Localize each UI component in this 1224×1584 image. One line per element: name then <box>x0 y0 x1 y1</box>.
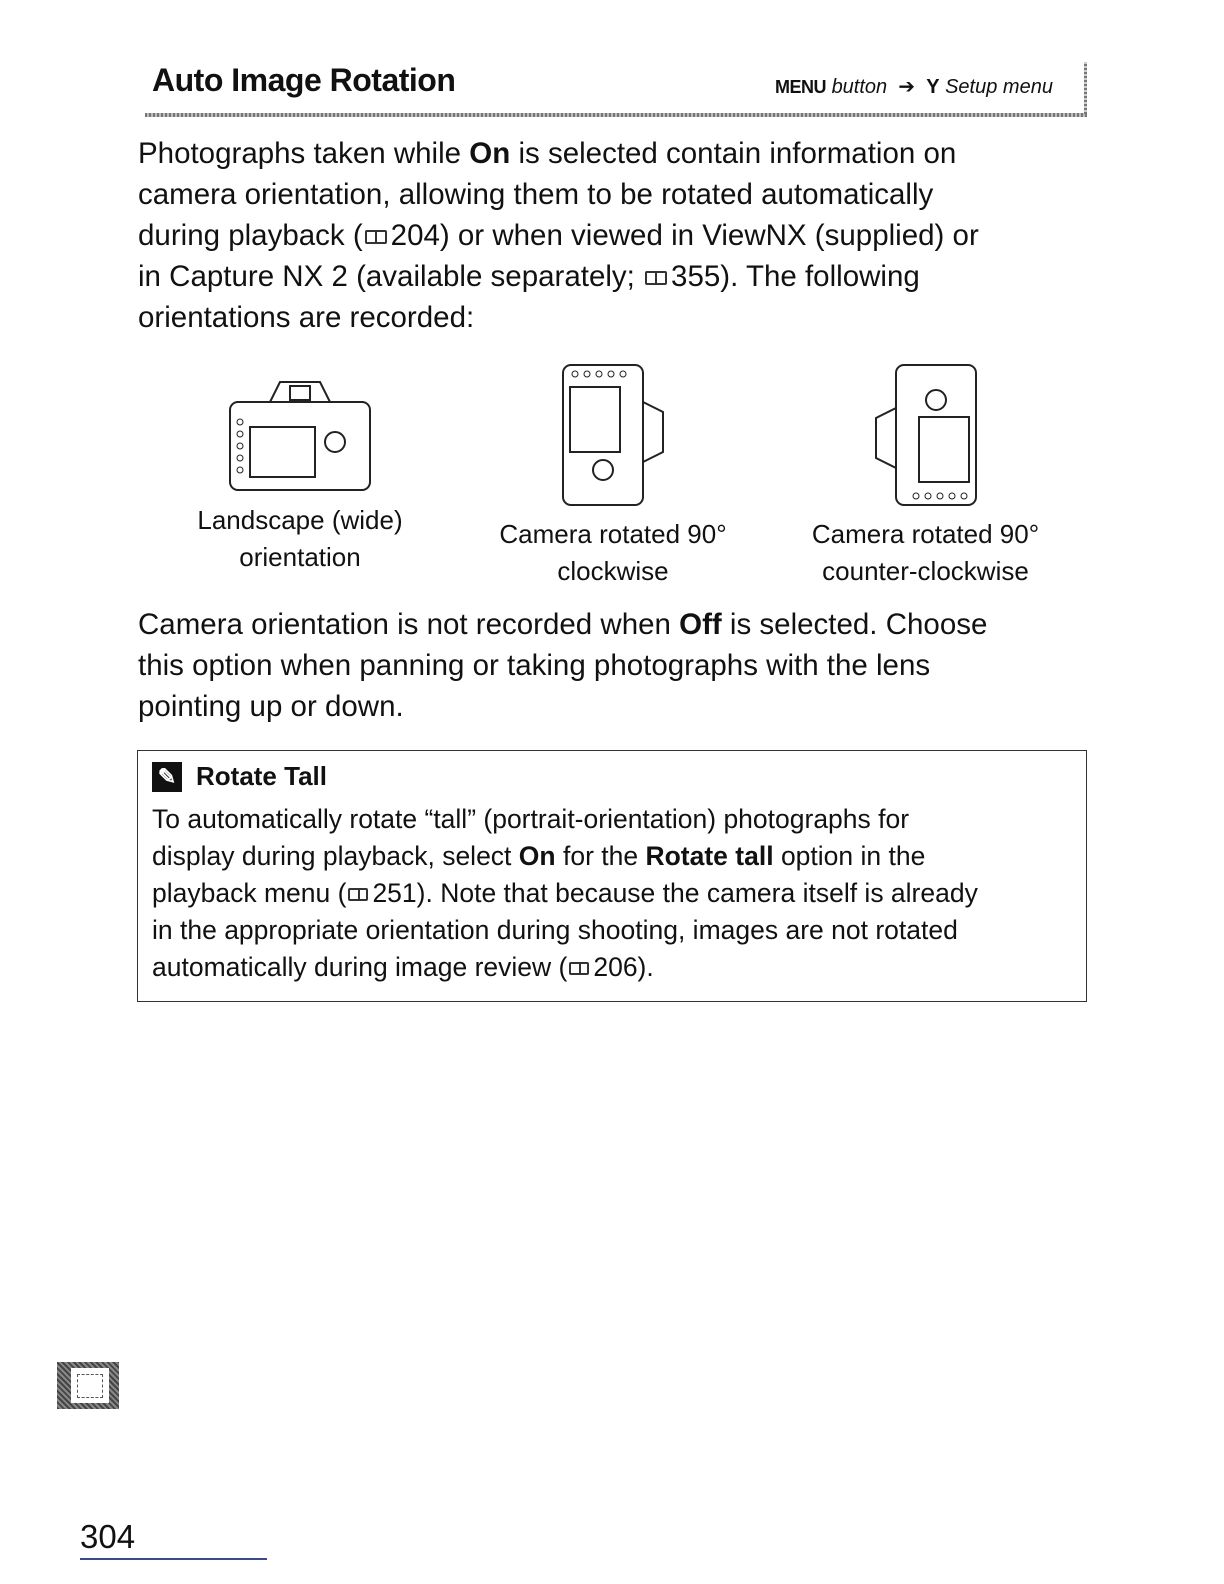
text-line <box>152 875 978 912</box>
page-number: 304 <box>80 1518 136 1555</box>
text-run: pointing up or down. <box>138 690 404 723</box>
text-line <box>138 297 979 338</box>
page-reference-book-icon <box>645 271 667 285</box>
camera-counter-clockwise-illustration <box>866 362 986 508</box>
off-paragraph <box>138 604 987 727</box>
bold-term: On <box>518 841 556 871</box>
text-run: Camera orientation is not recorded when <box>138 608 680 641</box>
text-run: during playback ( <box>138 219 363 252</box>
bold-term: Off <box>679 608 722 641</box>
text-run: 206). <box>593 952 654 982</box>
text-line <box>152 838 978 875</box>
figure-caption-line2: counter-clockwise <box>822 556 1029 586</box>
page-reference-book-icon <box>348 888 368 901</box>
breadcrumb-setup-menu: Setup menu <box>945 76 1053 98</box>
text-line <box>138 133 979 174</box>
text-line <box>138 604 987 645</box>
bold-term: On <box>469 137 511 170</box>
figure-caption-line2: orientation <box>239 542 361 572</box>
text-line <box>138 215 979 256</box>
text-run: camera orientation, allowing them to be rotated automatically <box>138 178 934 211</box>
text-run: for the <box>555 841 646 871</box>
figure-landscape <box>170 372 430 576</box>
text-run: in Capture NX 2 (available separately; <box>138 260 644 293</box>
note-body <box>152 801 978 986</box>
text-run: automatically during image review ( <box>152 952 568 982</box>
text-line <box>138 174 979 215</box>
text-run: Photographs taken while <box>138 137 470 170</box>
note-box <box>137 750 1087 1002</box>
intro-paragraph <box>138 133 979 338</box>
menu-button-label: MENU <box>775 77 826 97</box>
page-reference-book-icon <box>569 962 589 975</box>
page-number-underline <box>80 1558 267 1560</box>
text-line <box>138 686 987 727</box>
text-run: is selected contain information on <box>510 137 957 170</box>
text-run: option in the <box>773 841 926 871</box>
text-line <box>138 645 987 686</box>
breadcrumb-button-text: button <box>831 76 888 98</box>
header-side-divider <box>1084 62 1087 114</box>
text-run: 355). The following <box>671 260 920 293</box>
pencil-icon: ✎ <box>152 762 182 792</box>
text-run: display during playback, select <box>152 841 519 871</box>
text-run: To automatically rotate “tall” (portrait-orientation) photographs for <box>152 804 910 834</box>
text-line <box>152 801 978 838</box>
figure-caption-line2: clockwise <box>557 556 669 586</box>
camera-landscape-illustration <box>225 372 375 494</box>
text-run: playback menu ( <box>152 878 347 908</box>
text-line <box>152 912 978 949</box>
header-divider <box>145 113 1087 117</box>
arrow-right-icon: ➔ <box>898 76 916 98</box>
page-reference-book-icon <box>365 230 387 244</box>
text-run: this option when panning or taking photographs with the lens <box>138 649 931 682</box>
text-run: 204) or when viewed in ViewNX (supplied) or <box>390 219 979 252</box>
note-heading <box>152 761 327 792</box>
figure-caption-line1: Landscape (wide) <box>197 505 403 535</box>
figure-caption-line1: Camera rotated 90° <box>499 519 727 549</box>
text-run: is selected. Choose <box>721 608 988 641</box>
page-title: Auto Image Rotation <box>152 62 456 98</box>
breadcrumb <box>775 74 1053 99</box>
text-line <box>138 256 979 297</box>
wrench-icon: Y <box>926 76 940 98</box>
figure-caption-line1: Camera rotated 90° <box>811 519 1040 549</box>
text-line <box>152 949 978 986</box>
figure-clockwise <box>478 362 748 590</box>
note-title: Rotate Tall <box>196 761 327 791</box>
bold-term: Rotate tall <box>645 841 774 871</box>
text-run: 251). Note that because the camera itself is already <box>372 878 978 908</box>
text-run: in the appropriate orientation during shooting, images are not rotated <box>152 915 958 945</box>
menu-guide-tab-icon <box>57 1362 119 1409</box>
figure-counter-clockwise <box>788 362 1063 590</box>
text-run: orientations are recorded: <box>138 301 475 334</box>
camera-clockwise-illustration <box>553 362 673 508</box>
